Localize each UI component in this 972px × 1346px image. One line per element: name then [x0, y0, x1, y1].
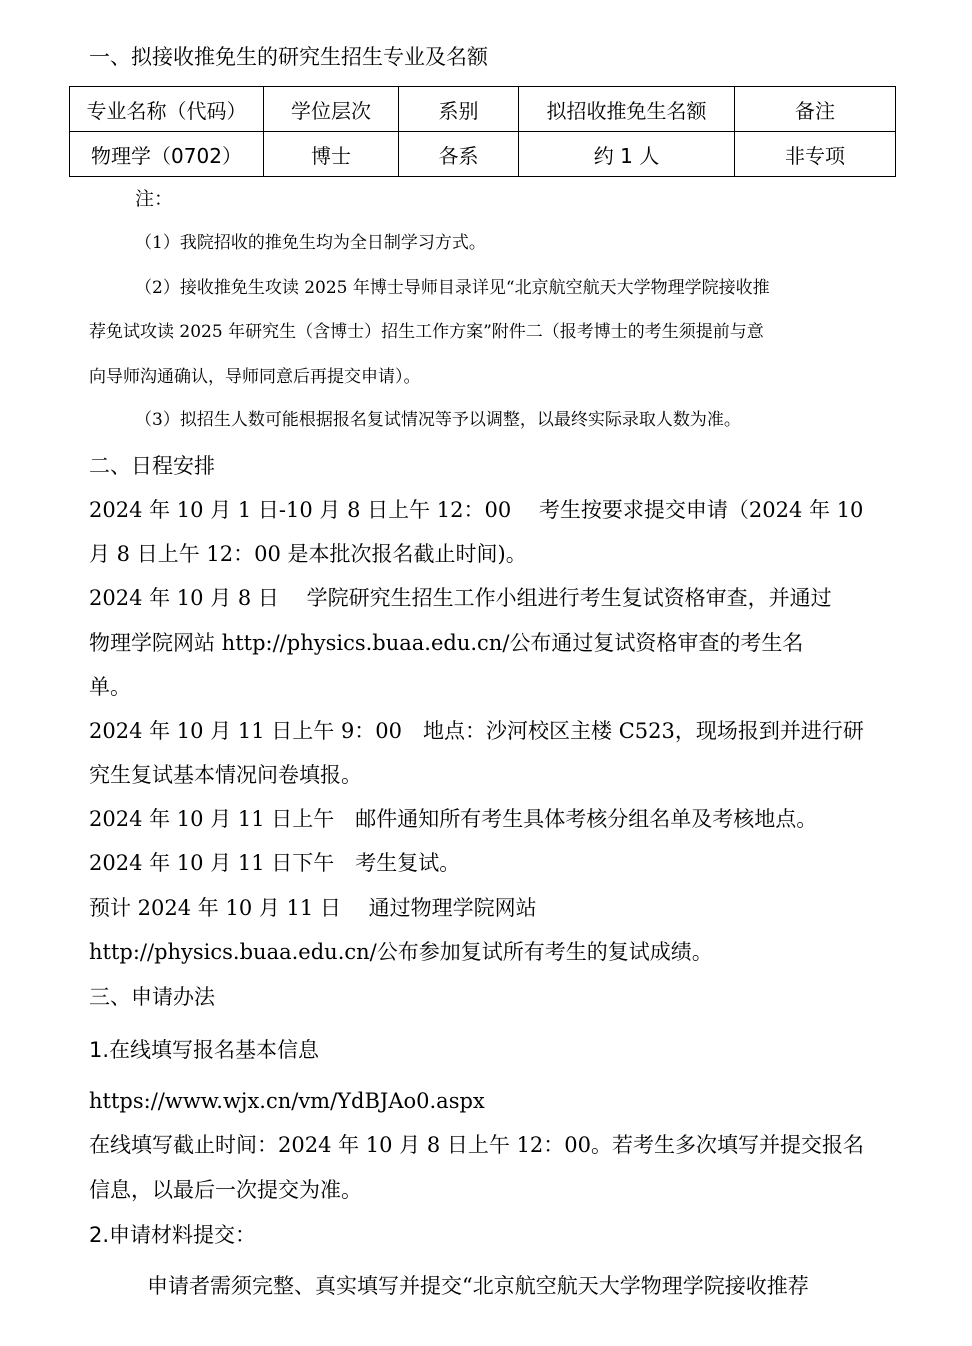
body-paragraph-line: 申请者需须完整、真实填写并提交“北京航空航天大学物理学院接收推荐	[147, 1274, 809, 1298]
table-header-cell: 拟招收推免生名额	[519, 87, 735, 132]
note-line: （1）我院招收的推免生均为全日制学习方式。	[135, 233, 486, 253]
table-header-cell: 备注	[735, 87, 896, 132]
note-line: （2）接收推免生攻读 2025 年博士导师目录详见“北京航空航天大学物理学院接收推	[135, 278, 770, 298]
table-cell: 物理学（0702）	[70, 132, 264, 177]
schedule-line: http://physics.buaa.edu.cn/公布参加复试所有考生的复试成绩。	[89, 940, 713, 964]
section1-heading: 一、拟接收推免生的研究生招生专业及名额	[89, 45, 488, 69]
note-label: 注：	[135, 188, 174, 210]
schedule-line: 物理学院网站 http://physics.buaa.edu.cn/公布通过复试资格审查的考生名	[89, 631, 804, 655]
deadline-line: 信息，以最后一次提交为准。	[89, 1178, 362, 1202]
table-header-row	[70, 87, 896, 132]
note-line: 向导师沟通确认，导师同意后再提交申请）。	[89, 367, 421, 387]
subsection-1-heading: 1.在线填写报名基本信息	[89, 1038, 320, 1062]
table-cell: 博士	[264, 132, 399, 177]
note-line: 荐免试攻读 2025 年研究生（含博士）招生工作方案”附件二（报考博士的考生须提前与意	[89, 322, 764, 342]
schedule-line: 2024 年 10 月 1 日-10 月 8 日上午 12：00 考生按要求提交申请（2024 年 10	[89, 498, 864, 522]
table-header-cell: 学位层次	[264, 87, 399, 132]
section3-heading: 三、申请办法	[89, 985, 215, 1009]
schedule-line: 单。	[89, 675, 131, 699]
quota-table	[69, 86, 896, 177]
schedule-line: 2024 年 10 月 8 日 学院研究生招生工作小组进行考生复试资格审查，并通过	[89, 586, 832, 610]
deadline-line: 在线填写截止时间：2024 年 10 月 8 日上午 12：00。若考生多次填写并提交报名	[89, 1133, 865, 1157]
table-cell: 约 1 人	[519, 132, 735, 177]
subsection-2-heading: 2.申请材料提交：	[89, 1223, 257, 1247]
schedule-line: 月 8 日上午 12：00 是本批次报名截止时间)。	[89, 542, 527, 566]
schedule-line: 2024 年 10 月 11 日上午 9：00 地点：沙河校区主楼 C523，现场报到并进行研	[89, 719, 864, 743]
schedule-line: 2024 年 10 月 11 日下午 考生复试。	[89, 851, 461, 875]
table-row	[70, 132, 896, 177]
registration-url[interactable]: https://www.wjx.cn/vm/YdBJAo0.aspx	[89, 1089, 485, 1113]
table-header-cell: 专业名称（代码）	[70, 87, 264, 132]
note-line: （3）拟招生人数可能根据报名复试情况等予以调整，以最终实际录取人数为准。	[135, 410, 741, 430]
table-header-cell: 系别	[399, 87, 519, 132]
table-cell: 各系	[399, 132, 519, 177]
section2-heading: 二、日程安排	[89, 454, 215, 478]
schedule-line: 2024 年 10 月 11 日上午 邮件通知所有考生具体考核分组名单及考核地点。	[89, 807, 818, 831]
schedule-line: 预计 2024 年 10 月 11 日 通过物理学院网站	[89, 896, 537, 920]
table-cell: 非专项	[735, 132, 896, 177]
schedule-line: 究生复试基本情况问卷填报。	[89, 763, 362, 787]
